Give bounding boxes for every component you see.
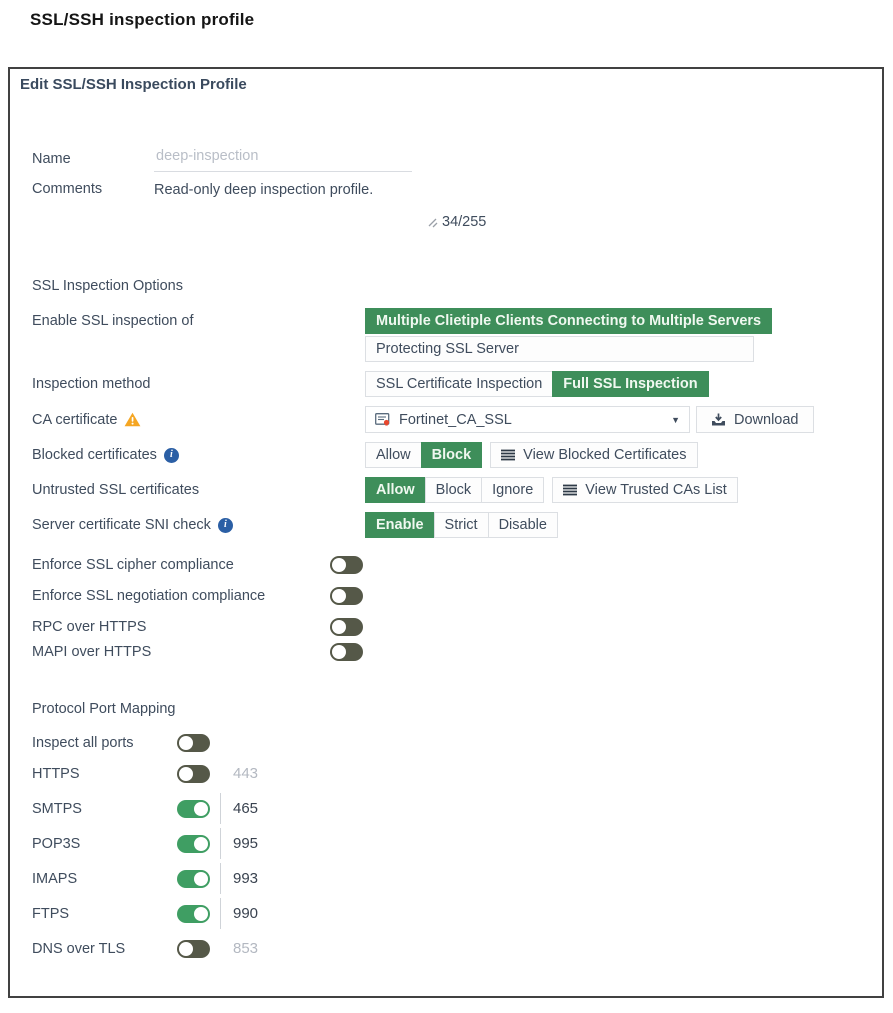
option-full-ssl-inspection[interactable]: Full SSL Inspection — [552, 371, 708, 397]
imaps-label: IMAPS — [32, 870, 78, 887]
list-icon — [501, 449, 515, 461]
ssl-inspection-options-heading: SSL Inspection Options — [32, 278, 183, 294]
port-row-ftps — [32, 898, 862, 929]
ca-certificate-value: Fortinet_CA_SSL — [399, 411, 512, 428]
enable-ssl-inspection-label: Enable SSL inspection of — [32, 313, 194, 329]
option-protecting-ssl-server[interactable]: Protecting SSL Server — [365, 336, 754, 362]
sni-check-label: Server certificate SNI check — [32, 517, 211, 533]
untrusted-certificates-label: Untrusted SSL certificates — [32, 482, 200, 498]
dns-over-tls-label: DNS over TLS — [32, 940, 126, 957]
comments-char-counter: 34/255 — [442, 214, 487, 230]
pop3s-toggle[interactable] — [177, 835, 210, 853]
rpc-over-https-row — [32, 616, 862, 638]
sni-strict-button[interactable]: Strict — [434, 512, 489, 538]
port-row-https — [32, 758, 862, 789]
option-ssl-certificate-inspection[interactable]: SSL Certificate Inspection — [365, 371, 553, 397]
ftps-toggle[interactable] — [177, 905, 210, 923]
imaps-port-input[interactable]: 993 — [220, 863, 266, 894]
blocked-certificates-label: Blocked certificates — [32, 447, 157, 463]
ca-certificate-row — [32, 406, 862, 433]
untrusted-ignore-button[interactable]: Ignore — [481, 477, 544, 503]
cipher-compliance-row — [32, 554, 862, 576]
edit-profile-panel — [8, 67, 884, 998]
list-icon — [563, 484, 577, 496]
download-button[interactable] — [696, 406, 814, 433]
negotiation-compliance-row — [32, 585, 862, 607]
pop3s-label: POP3S — [32, 835, 81, 852]
port-row-pop3s — [32, 828, 862, 859]
smtps-label: SMTPS — [32, 800, 82, 817]
https-toggle[interactable] — [177, 765, 210, 783]
pop3s-port-input[interactable]: 995 — [220, 828, 266, 859]
blocked-block-button[interactable]: Block — [421, 442, 483, 468]
view-trusted-cas-label: View Trusted CAs List — [585, 482, 727, 498]
download-label: Download — [734, 411, 799, 428]
cipher-compliance-toggle[interactable] — [330, 556, 363, 574]
resize-handle-icon[interactable] — [427, 217, 438, 228]
smtps-toggle[interactable] — [177, 800, 210, 818]
blocked-certificates-row — [32, 442, 862, 468]
view-blocked-certificates-button[interactable] — [490, 442, 697, 468]
sni-disable-button[interactable]: Disable — [488, 512, 558, 538]
info-icon: i — [164, 448, 179, 463]
port-row-dns-over-tls — [32, 933, 862, 964]
inspection-method-row — [32, 371, 862, 397]
warning-icon — [124, 412, 141, 427]
untrusted-allow-button[interactable]: Allow — [365, 477, 426, 503]
https-port-input[interactable]: 443 — [233, 765, 259, 782]
certificate-icon — [375, 413, 391, 427]
ca-certificate-label: CA certificate — [32, 411, 118, 428]
comments-label: Comments — [32, 181, 103, 197]
inspect-all-ports-toggle[interactable] — [177, 734, 210, 752]
sni-enable-button[interactable]: Enable — [365, 512, 435, 538]
name-label: Name — [32, 150, 71, 167]
comments-row — [32, 178, 862, 256]
mapi-over-https-row — [32, 641, 862, 663]
comments-input[interactable]: Read-only deep inspection profile. — [154, 182, 374, 198]
untrusted-block-button[interactable]: Block — [425, 477, 482, 503]
dns-over-tls-port-input[interactable]: 853 — [233, 940, 259, 957]
port-row-smtps — [32, 793, 862, 824]
ftps-label: FTPS — [32, 905, 70, 922]
page-title: SSL/SSH inspection profile — [30, 10, 255, 29]
rpc-over-https-label: RPC over HTTPS — [32, 619, 147, 635]
port-row-imaps — [32, 863, 862, 894]
untrusted-certificates-row — [32, 477, 862, 503]
name-row — [32, 145, 862, 172]
blocked-allow-button[interactable]: Allow — [365, 442, 422, 468]
imaps-toggle[interactable] — [177, 870, 210, 888]
negotiation-compliance-label: Enforce SSL negotiation compliance — [32, 588, 266, 604]
dns-over-tls-toggle[interactable] — [177, 940, 210, 958]
download-icon — [711, 413, 726, 427]
view-trusted-cas-button[interactable] — [552, 477, 738, 503]
smtps-port-input[interactable]: 465 — [220, 793, 266, 824]
protocol-port-mapping-heading: Protocol Port Mapping — [32, 701, 176, 717]
cipher-compliance-label: Enforce SSL cipher compliance — [32, 557, 234, 573]
rpc-over-https-toggle[interactable] — [330, 618, 363, 636]
panel-header: Edit SSL/SSH Inspection Profile — [20, 76, 247, 93]
inspection-method-label: Inspection method — [32, 376, 151, 392]
enable-ssl-inspection-row — [32, 308, 862, 362]
chevron-down-icon: ▼ — [671, 414, 680, 425]
ca-certificate-select[interactable] — [365, 406, 690, 433]
mapi-over-https-label: MAPI over HTTPS — [32, 644, 152, 660]
ftps-port-input[interactable]: 990 — [220, 898, 266, 929]
option-multiple-clients[interactable]: Multiple Clietiple Clients Connecting to Multiple Servers — [365, 308, 772, 334]
https-label: HTTPS — [32, 765, 80, 782]
inspect-all-ports-row — [32, 732, 862, 754]
mapi-over-https-toggle[interactable] — [330, 643, 363, 661]
view-blocked-certificates-label: View Blocked Certificates — [523, 447, 687, 463]
negotiation-compliance-toggle[interactable] — [330, 587, 363, 605]
sni-check-row — [32, 512, 862, 538]
info-icon: i — [218, 518, 233, 533]
inspect-all-ports-label: Inspect all ports — [32, 735, 134, 751]
name-input[interactable]: deep-inspection — [154, 145, 412, 172]
